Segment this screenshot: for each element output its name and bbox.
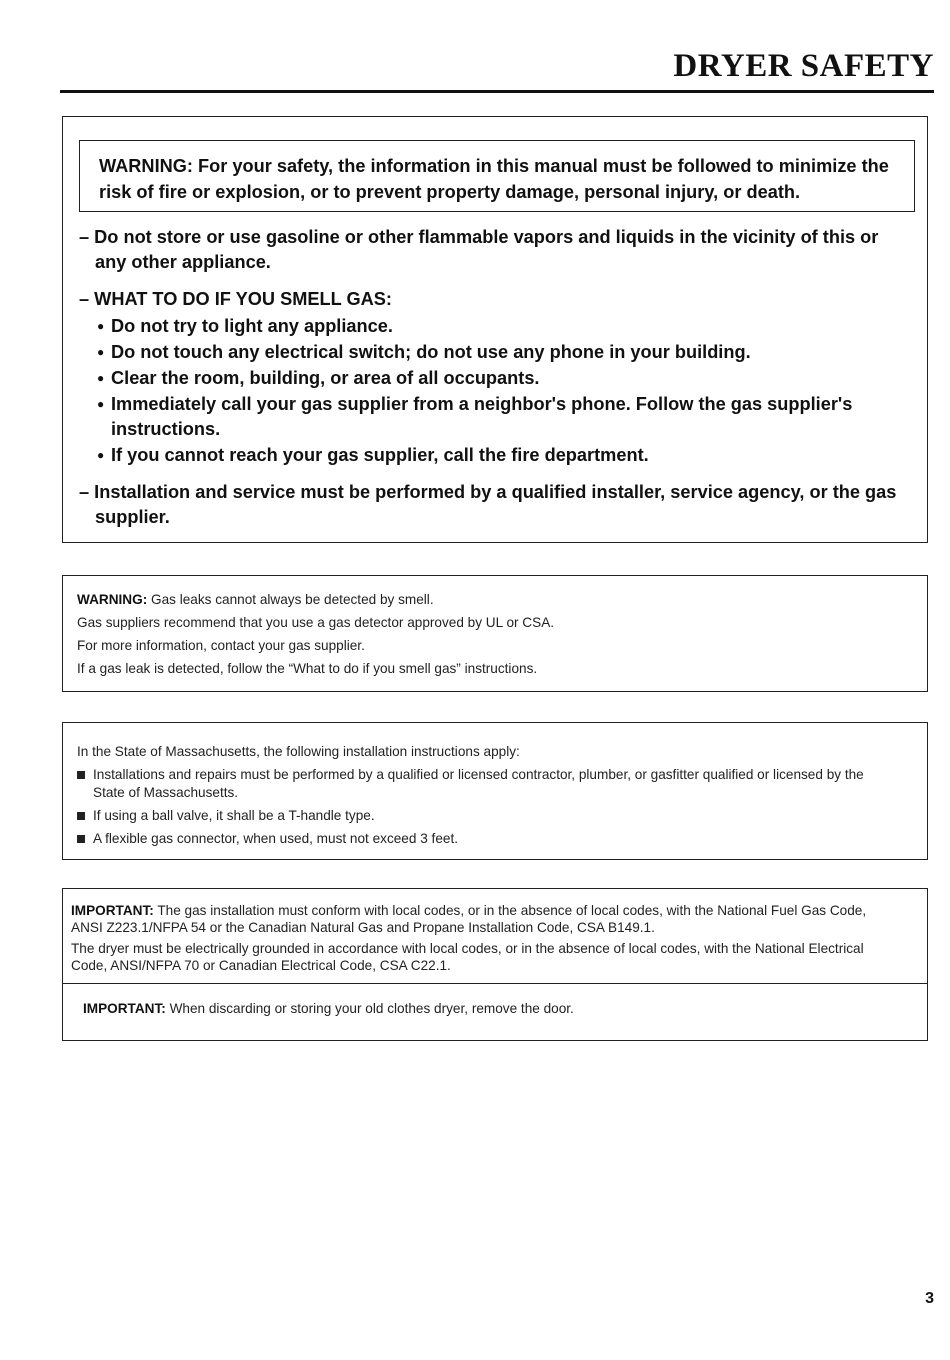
gas-leak-line: WARNING: Gas leaks cannot always be detected by smell. — [77, 592, 434, 607]
smell-gas-bullets — [97, 314, 909, 468]
gas-code-paragraph: IMPORTANT: The gas installation must conform with local codes, or in the absence of local codes, with the National Fuel Gas Code, ANSI Z223.1/NFPA 54 or the Canadian Natural Gas and Propane Installation Code, CSA B149.1. — [71, 903, 867, 935]
important-label: IMPORTANT: — [71, 903, 154, 918]
list-item: ● Immediately call your gas supplier from a neighbor's phone. Follow the gas supplier's instructions. — [97, 394, 853, 439]
massachusetts-box — [62, 722, 928, 860]
warning-instructions — [79, 225, 909, 542]
gas-leak-warning-box — [62, 575, 928, 692]
bullet-icon: ● — [97, 345, 105, 359]
contact-supplier-line: For more information, contact your gas supplier. — [77, 638, 365, 653]
page-title: DRYER SAFETY — [673, 48, 934, 84]
list-item: A flexible gas connector, when used, must not exceed 3 feet. — [77, 830, 897, 848]
bullet-icon: ● — [97, 319, 105, 333]
electrical-code-paragraph: The dryer must be electrically grounded in accordance with local codes, or in the absence of local codes, with the National Electrical Code, ANSI/NFPA 70 or Canadian Electrical Code, CSA C22.1. — [71, 941, 864, 973]
discard-dryer-box — [62, 984, 928, 1041]
gas-warning-box — [62, 116, 928, 543]
list-item: ● Do not touch any electrical switch; do not use any phone in your building. — [97, 340, 909, 365]
bullet-icon: ● — [97, 448, 105, 462]
bullet-icon: ● — [97, 397, 105, 411]
list-item: If using a ball valve, it shall be a T-handle type. — [77, 807, 897, 825]
list-item: Installations and repairs must be performed by a qualified or licensed contractor, plumber, or gasfitter qualified or licensed by the State of Massachusetts. — [77, 766, 897, 802]
square-bullet-icon — [77, 812, 85, 820]
main-warning: WARNING: For your safety, the information in this manual must be followed to minimize the risk of fire or explosion, or to prevent property damage, personal injury, or death. — [79, 140, 915, 212]
list-item: ● Clear the room, building, or area of all occupants. — [97, 366, 909, 391]
flammable-vapors-item: – Do not store or use gasoline or other flammable vapors and liquids in the vicinity of this or any other appliance. — [79, 227, 879, 272]
header-rule — [60, 90, 934, 93]
leak-detected-line: If a gas leak is detected, follow the “What to do if you smell gas” instructions. — [77, 661, 538, 676]
list-item: ● Do not try to light any appliance. — [97, 314, 909, 339]
smell-gas-heading: – WHAT TO DO IF YOU SMELL GAS: — [79, 289, 392, 309]
gas-detector-line: Gas suppliers recommend that you use a gas detector approved by UL or CSA. — [77, 615, 555, 630]
warning-label: WARNING: — [77, 592, 148, 607]
discard-paragraph: IMPORTANT: When discarding or storing your old clothes dryer, remove the door. — [83, 1001, 574, 1016]
massachusetts-intro: In the State of Massachusetts, the following installation instructions apply: — [77, 744, 520, 759]
bullet-icon: ● — [97, 371, 105, 385]
installation-service-item: – Installation and service must be performed by a qualified installer, service agency, or the gas supplier. — [79, 482, 897, 527]
important-label: IMPORTANT: — [83, 1001, 166, 1016]
square-bullet-icon — [77, 771, 85, 779]
square-bullet-icon — [77, 835, 85, 843]
installation-codes-box — [62, 888, 928, 984]
page-number: 3 — [925, 1290, 934, 1307]
list-item: ● If you cannot reach your gas supplier, call the fire department. — [97, 443, 909, 468]
